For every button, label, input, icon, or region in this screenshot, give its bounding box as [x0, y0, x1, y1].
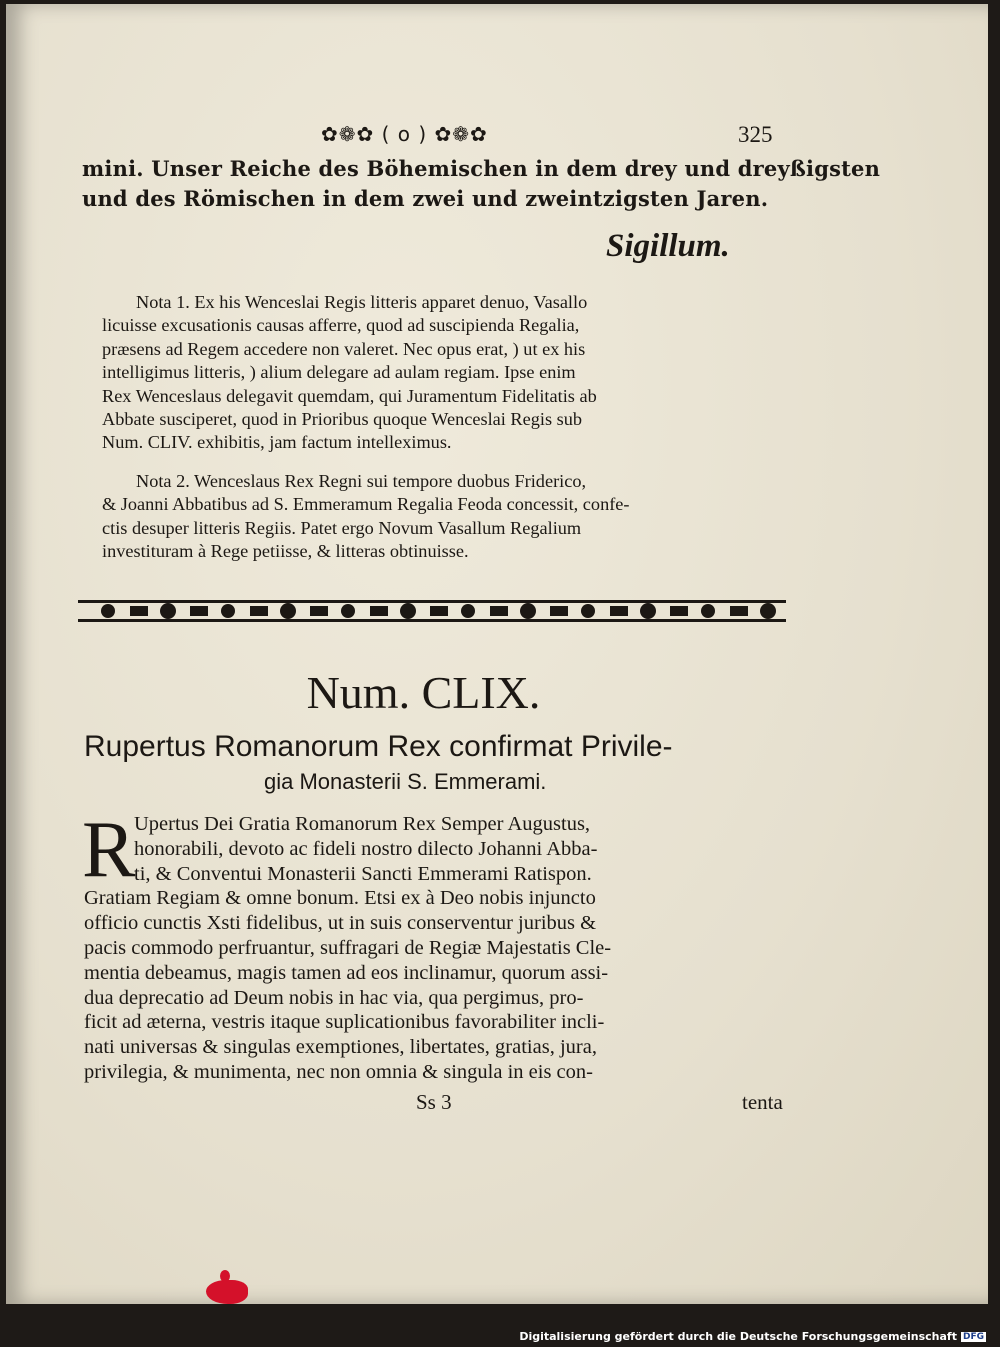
nota-line: investituram à Rege petiisse, & litteras obtinuisse.	[102, 541, 469, 562]
fraktur-line: mini. Unser Reiche des Böhemischen in dem drey und dreyßigsten	[82, 156, 881, 181]
body-line: honorabili, devoto ac fideli nostro dilecto Johanni Abba-	[134, 837, 598, 860]
page-number: 325	[738, 122, 773, 147]
nota-line: præsens ad Regem accedere non valeret. Nec opus erat, ) ut ex his	[102, 338, 586, 359]
nota-line: Num. CLIV. exhibitis, jam factum intelleximus.	[102, 432, 452, 453]
subtitle-line: Rupertus Romanorum Rex confirmat Privile-	[84, 730, 673, 763]
fraktur-text	[82, 154, 881, 214]
decorative-border	[78, 594, 786, 628]
nota-line: Nota 1. Ex his Wenceslai Regis litteris apparet denuo, Vasallo	[136, 292, 588, 312]
body-text	[82, 806, 784, 1085]
nota-1	[102, 291, 792, 455]
document-number-title: Num. CLIX.	[306, 667, 541, 718]
catchword: tenta	[742, 1090, 783, 1114]
body-line: pacis commodo perfruantur, suffragari de Regiæ Majestatis Cle-	[84, 936, 612, 959]
body-line: Upertus Dei Gratia Romanorum Rex Semper Augustus,	[134, 813, 591, 835]
body-line: dua deprecatio ad Deum nobis in hac via, qua pergimus, pro-	[84, 986, 584, 1009]
body-line: Gratiam Regiam & omne bonum. Etsi ex à Deo nobis injuncto	[84, 887, 596, 910]
notes-section	[102, 291, 792, 578]
nota-line: licuisse excusationis causas afferre, quod ad suscipienda Regalia,	[102, 315, 580, 336]
red-stain	[220, 1270, 230, 1282]
subtitle-line: gia Monasterii S. Emmerami.	[264, 769, 547, 794]
nota-line: intelligimus litteris, ) alium delegare ad aulam regiam. Ipse enim	[102, 362, 576, 383]
nota-line: Rex Wenceslaus delegavit quemdam, qui Juramentum Fidelitatis ab	[102, 385, 597, 406]
signature-mark: Ss 3	[416, 1090, 452, 1114]
book-page	[6, 4, 988, 1304]
nota-line: ctis desuper litteris Regiis. Patet ergo Novum Vasallum Regalium	[102, 517, 582, 538]
body-line: officio cunctis Xsti fidelibus, ut in suis conserventur juribus &	[84, 912, 597, 935]
funding-credit	[519, 1330, 986, 1343]
body-line: nati universas & singulas exemptiones, libertates, gratias, jura,	[84, 1036, 597, 1059]
credit-text: Digitalisierung gefördert durch die Deutsche Forschungsgemeinschaft	[519, 1330, 957, 1343]
sigillum-label: Sigillum.	[606, 228, 730, 264]
red-stain	[206, 1280, 248, 1304]
nota-line: Abbate susciperet, quod in Prioribus quoque Wenceslai Regis sub	[102, 409, 583, 430]
border-ornament-icon	[78, 594, 786, 628]
body-line: mentia debeamus, magis tamen ad eos inclinamur, quorum assi-	[84, 961, 609, 984]
page-footer	[6, 1090, 988, 1120]
document-subtitle	[84, 727, 784, 797]
dfg-logo-icon: DFG	[962, 1331, 984, 1342]
body-line: privilegia, & munimenta, nec non omnia & singula in eis con-	[84, 1060, 593, 1083]
body-line: ti, & Conventui Monasterii Sancti Emmerami Ratispon.	[134, 862, 592, 885]
page-header	[6, 122, 988, 152]
header-ornament: ✿❁✿ ( o ) ✿❁✿	[321, 122, 488, 146]
drop-cap: R	[82, 806, 136, 894]
nota-line: Nota 2. Wenceslaus Rex Regni sui tempore duobus Friderico,	[136, 470, 587, 491]
fraktur-line: und des Römischen in dem zwei und zweintzigsten Jaren.	[82, 186, 769, 211]
nota-line: & Joanni Abbatibus ad S. Emmeramum Regalia Feoda concessit, confe-	[102, 494, 630, 515]
body-line: ficit ad æterna, vestris itaque suplicationibus favorabiliter incli-	[84, 1011, 605, 1034]
nota-2	[102, 470, 792, 564]
